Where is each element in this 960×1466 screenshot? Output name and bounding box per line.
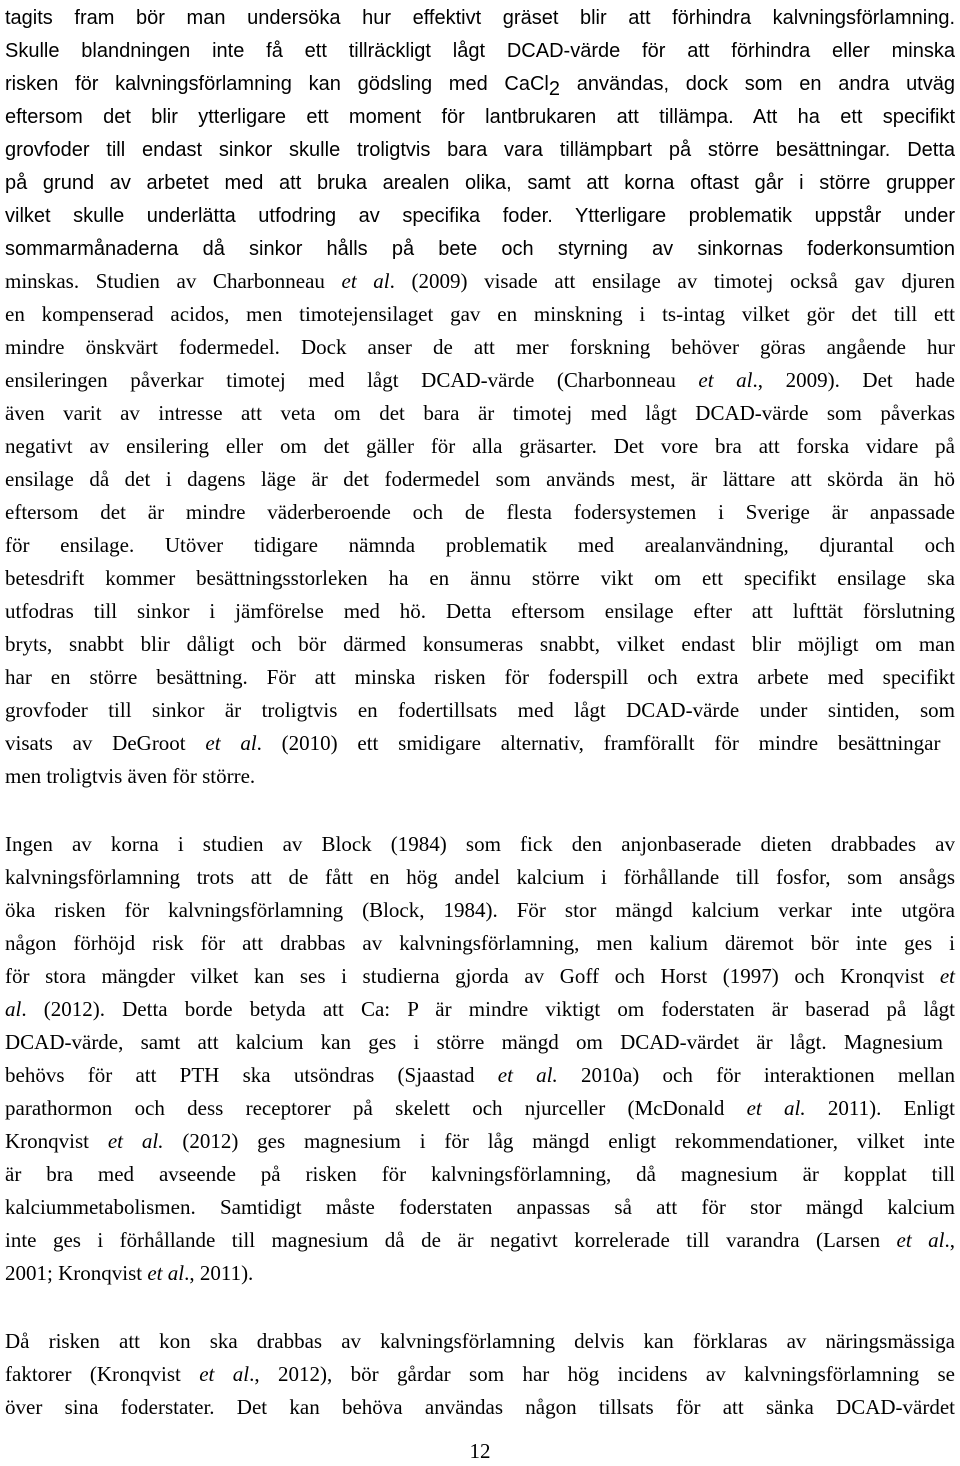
text-line <box>5 1357 955 1391</box>
text-line <box>5 959 955 993</box>
text-run: kalvningsförlamning trots att de fått en hög andel kalcium i förhållande till fosfor, som ansågs <box>5 865 955 889</box>
text-line <box>5 429 955 463</box>
text-line <box>5 759 955 793</box>
text-run: Då risken att kon ska drabbas av kalvningsförlamning delvis kan förklaras av näringsmässiga <box>5 1329 955 1353</box>
text-run: . (2010) ett smidigare alternativ, framförallt för mindre besättningar <box>256 731 941 755</box>
text-run: visats av DeGroot <box>5 731 206 755</box>
text-line <box>5 1025 955 1059</box>
text-run: även varit av intresse att veta om det bara är timotej med lågt DCAD-värde som påverkas <box>5 401 955 425</box>
italic-text: et al. <box>497 1063 558 1087</box>
text-run: . (2012). Detta borde betyda att Ca: P är mindre viktigt om foderstaten är baserad på lågt <box>21 997 955 1021</box>
text-run: eftersom det är mindre väderberoende och de flesta fodersystemen i Sverige är anpassade <box>5 500 955 524</box>
italic-text: et al <box>205 731 257 755</box>
text-run: betesdrift kommer besättningsstorleken ha en ännu större vikt om ett specifikt ensilage ska <box>5 566 955 590</box>
text-run: en kompenserad acidos, men timotejensilaget gav en minskning i ts-intag vilket gör det till ett <box>5 302 955 326</box>
text-line <box>5 1124 955 1158</box>
text-run: 2001; Kronqvist <box>5 1261 148 1285</box>
text-line <box>5 693 955 727</box>
italic-text: et al <box>896 1228 945 1252</box>
text-run: ., 2012), bör gårdar som har hög incidens av kalvningsförlamning se <box>249 1362 955 1386</box>
text-line <box>5 495 955 529</box>
text-line <box>5 297 955 331</box>
text-run: 2011). Enligt <box>805 1096 955 1120</box>
text-line <box>5 627 955 661</box>
text-run: faktorer (Kronqvist <box>5 1362 200 1386</box>
text-line <box>5 1390 955 1424</box>
text-run: DCAD-värde, samt att kalcium kan ges i större mängd om DCAD-värdet är lågt. Magnesium <box>5 1030 943 1054</box>
text-run: användas, dock som en andra utväg <box>560 73 955 95</box>
text-line <box>5 1324 955 1358</box>
text-run: kalciummetabolismen. Samtidigt måste foderstaten anpassas så att för stor mängd kalcium <box>5 1195 955 1219</box>
text-run: grovfoder till sinkor är troligtvis en fodertillsats med lågt DCAD-värde under sintiden, som <box>5 698 955 722</box>
text-run: minskas. Studien av Charbonneau <box>5 269 342 293</box>
text-line <box>5 231 955 265</box>
text-line <box>5 528 955 562</box>
text-run: utfodras till sinkor i jämförelse med hö. Detta eftersom ensilage efter att lufttät förslutning <box>5 599 955 623</box>
text-line <box>5 726 955 760</box>
text-run: över sina foderstater. Det kan behöva användas någon tillsats för att sänka DCAD-värdet <box>5 1395 955 1419</box>
text-line <box>5 198 955 232</box>
text-run: bryts, snabbt blir dåligt och bör därmed konsumeras snabbt, vilket endast blir möjligt om man <box>5 632 955 656</box>
italic-text: et al. <box>107 1129 164 1153</box>
italic-text: al <box>5 997 22 1021</box>
text-run: har en större besättning. För att minska risken för foderspill och extra arbete med specifikt <box>5 665 955 689</box>
page-number: 12 <box>469 1439 491 1463</box>
text-run: Att ha ett specifikt <box>733 106 955 128</box>
text-line <box>5 827 955 861</box>
text-run: ensilage då det i dagens läge är det fodermedel som används mest, är lättare att skörda än hö <box>5 467 955 491</box>
text-run: grovfoder till endast sinkor skulle troligtvis bara vara tillämpbart på större besättningar. <box>5 139 891 161</box>
text-run: sommarmånaderna då sinkor hålls på bete och styrning av sinkornas foderkonsumtion <box>5 238 955 260</box>
italic-text: et al <box>147 1261 185 1285</box>
text-run: parathormon och dess receptorer på skelett och njurceller (McDonald <box>5 1096 747 1120</box>
text-run: ., 2011). <box>184 1261 254 1285</box>
text-run: vilket skulle underlätta utfodring av specifika foder. <box>5 205 553 227</box>
text-run: Kronqvist <box>5 1129 108 1153</box>
text-run: för ensilage. Utöver tidigare nämnda problematik med arealanvändning, djurantal och <box>5 533 955 557</box>
text-run: ensileringen påverkar timotej med lågt DCAD-värde (Charbonneau <box>5 368 699 392</box>
text-run: . (2009) visade att ensilage av timotej också gav djuren <box>389 269 955 293</box>
text-run: tagits fram bör man undersöka hur effektivt gräset blir att förhindra kalvningsförlamning. <box>5 7 955 29</box>
text-run: för stora mängder vilket kan ses i studierna gjorda av Goff och Horst (1997) och Kronqvist <box>5 964 940 988</box>
text-line <box>5 33 955 67</box>
text-run: Ingen av korna i studien av Block (1984) som fick den anjonbaserade dieten drabbades av <box>5 832 955 856</box>
text-run: (2012) ges magnesium i för låg mängd enligt rekommendationer, vilket inte <box>163 1129 955 1153</box>
text-run: inte ges i förhållande till magnesium då de är negativt korrelerade till varandra (Larsen <box>5 1228 897 1252</box>
text-line <box>5 363 955 397</box>
text-line <box>5 1091 955 1125</box>
text-line <box>5 1058 955 1092</box>
text-line <box>5 1190 955 1224</box>
text-run: ., <box>944 1228 955 1252</box>
text-line <box>5 561 955 595</box>
text-run: risken för kalvningsförlamning kan gödsling med CaCl <box>5 73 549 95</box>
text-line <box>5 165 955 199</box>
text-line <box>5 1256 955 1290</box>
text-run: 2010a) och för interaktionen mellan <box>557 1063 955 1087</box>
text-run: öka risken för kalvningsförlamning (Block, 1984). För stor mängd kalcium verkar inte utgöra <box>5 898 955 922</box>
text-line <box>5 0 955 34</box>
text-line <box>5 462 955 496</box>
subscript: 2 <box>548 78 561 101</box>
text-line <box>5 264 955 298</box>
text-line <box>5 396 955 430</box>
text-line <box>5 660 955 694</box>
text-run: behövs för att PTH ska utsöndras (Sjaastad <box>5 1063 498 1087</box>
text-run: mindre önskvärt fodermedel. Dock anser de att mer forskning behöver göras angående hur <box>5 335 955 359</box>
text-line <box>5 66 955 100</box>
text-run: eftersom det blir ytterligare ett moment för lantbrukaren att tillämpa. <box>5 106 734 128</box>
text-line <box>5 99 955 133</box>
text-run: är bra med avseende på risken för kalvningsförlamning, då magnesium är kopplat till <box>5 1162 955 1186</box>
text-run: negativt av ensilering eller om det gäller för alla gräsarter. Det vore bra att forska vidare på <box>5 434 955 458</box>
italic-text: et al. <box>746 1096 806 1120</box>
text-line <box>5 926 955 960</box>
text-line <box>5 594 955 628</box>
italic-text: et al <box>199 1362 250 1386</box>
italic-text: et <box>939 964 955 988</box>
text-line <box>5 992 955 1026</box>
text-line <box>5 132 955 166</box>
text-run: Skulle blandningen inte få ett tillräckligt lågt DCAD-värde för att förhindra eller minska <box>5 40 955 62</box>
document-page <box>5 0 955 1464</box>
text-run: någon förhöjd risk för att drabbas av kalvningsförlamning, men kalium däremot bör inte ges i <box>5 931 955 955</box>
italic-text: et al <box>698 368 753 392</box>
text-run: Detta <box>890 139 955 161</box>
text-line <box>5 860 955 894</box>
text-line <box>5 1223 955 1257</box>
text-run: ., 2009). Det hade <box>752 368 955 392</box>
text-line <box>5 893 955 927</box>
text-line <box>5 1157 955 1191</box>
italic-text: et al <box>341 269 390 293</box>
text-line <box>5 330 955 364</box>
text-run: på grund av arbetet med att bruka arealen olika, samt att korna oftast går i större grupper <box>5 172 955 194</box>
text-run: Ytterligare problematik uppstår under <box>552 205 955 227</box>
text-run: men troligtvis även för större. <box>5 764 256 788</box>
